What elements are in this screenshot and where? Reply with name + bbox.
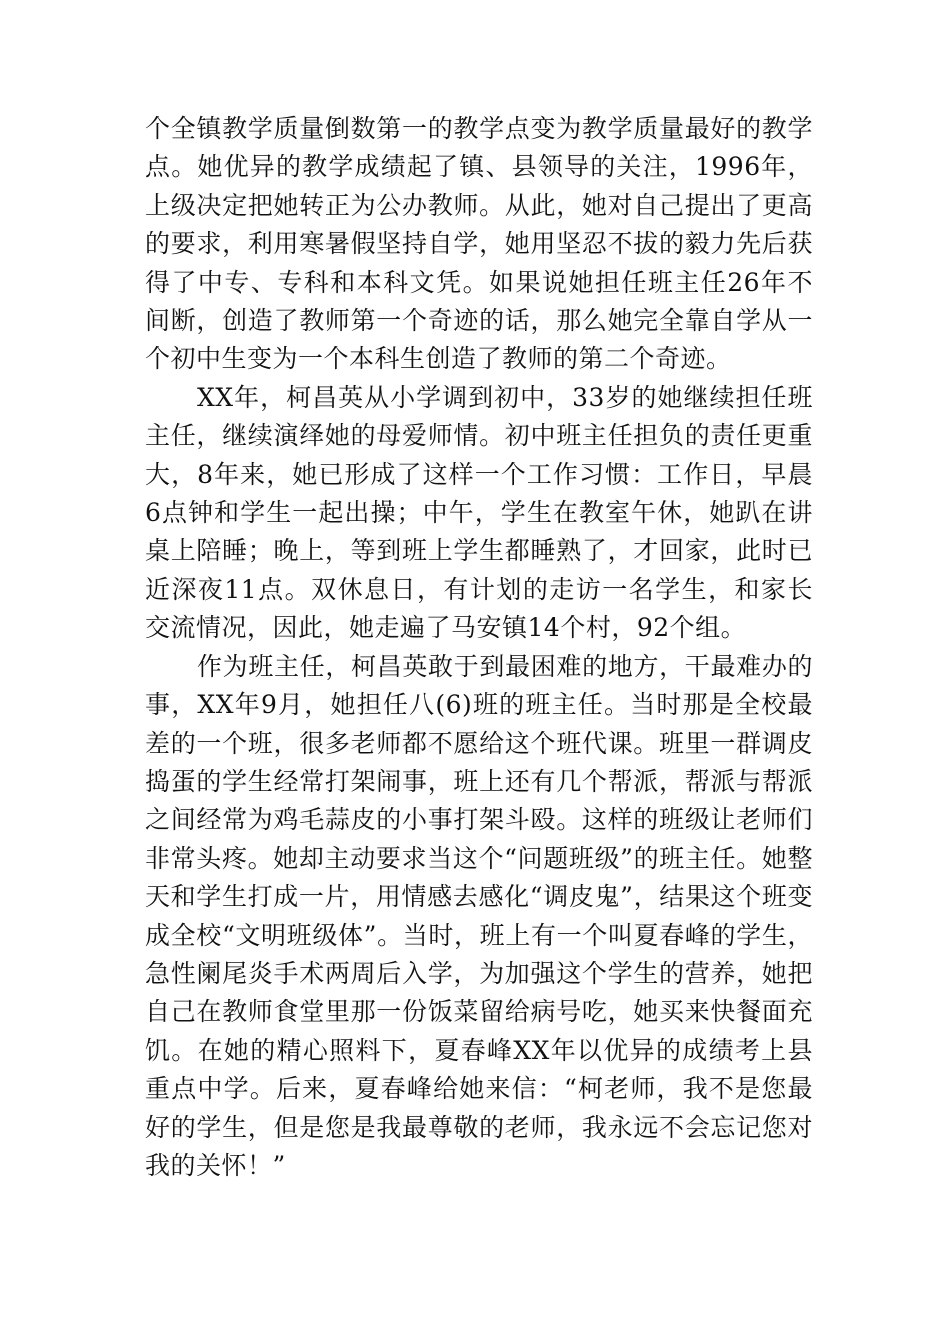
paragraph-junior-high: XX年，柯昌英从小学调到初中，33岁的她继续担任班主任，继续演绎她的母爱师情。初中班主任担负的责任更重大，8年来，她已形成了这样一个工作习惯：工作日，早晨6点钟和学生一起出操；中午，学生在教室午休，她趴在讲桌上陪睡；晚上，等到班上学生都睡熟了，才回家，此时已近深夜11点。双休息日，有计划的走访一名学生，和家长交流情况，因此，她走遍了马安镇14个村，92个组。 bbox=[145, 382, 813, 643]
document-body bbox=[145, 110, 813, 1185]
paragraph-class-teacher: 作为班主任，柯昌英敢于到最困难的地方，干最难办的事，XX年9月，她担任八(6)班的班主任。当时那是全校最差的一个班，很多老师都不愿给这个班代课。班里一群调皮捣蛋的学生经常打架闹事，班上还有几个帮派，帮派与帮派之间经常为鸡毛蒜皮的小事打架斗殴。这样的班级让老师们非常头疼。她却主动要求当这个“问题班级”的班主任。她整天和学生打成一片，用情感去感化“调皮鬼”，结果这个班变成全校“文明班级体”。当时，班上有一个叫夏春峰的学生，急性阑尾炎手术两周后入学，为加强这个学生的营养，她把自己在教师食堂里那一份饭菜留给病号吃，她买来快餐面充饥。在她的精心照料下，夏春峰XX年以优异的成绩考上县重点中学。后来，夏春峰给她来信：“柯老师，我不是您最好的学生，但是您是我最尊敬的老师，我永远不会忘记您对我的关怀！” bbox=[145, 651, 813, 1180]
paragraph-continuation: 个全镇教学质量倒数第一的教学点变为教学质量最好的教学点。她优异的教学成绩起了镇、县领导的关注，1996年，上级决定把她转正为公办教师。从此，她对自己提出了更高的要求，利用寒暑假坚持自学，她用坚忍不拔的毅力先后获得了中专、专科和本科文凭。如果说她担任班主任26年不间断，创造了教师第一个奇迹的话，那么她完全靠自学从一个初中生变为一个本科生创造了教师的第二个奇迹。 bbox=[145, 114, 813, 374]
